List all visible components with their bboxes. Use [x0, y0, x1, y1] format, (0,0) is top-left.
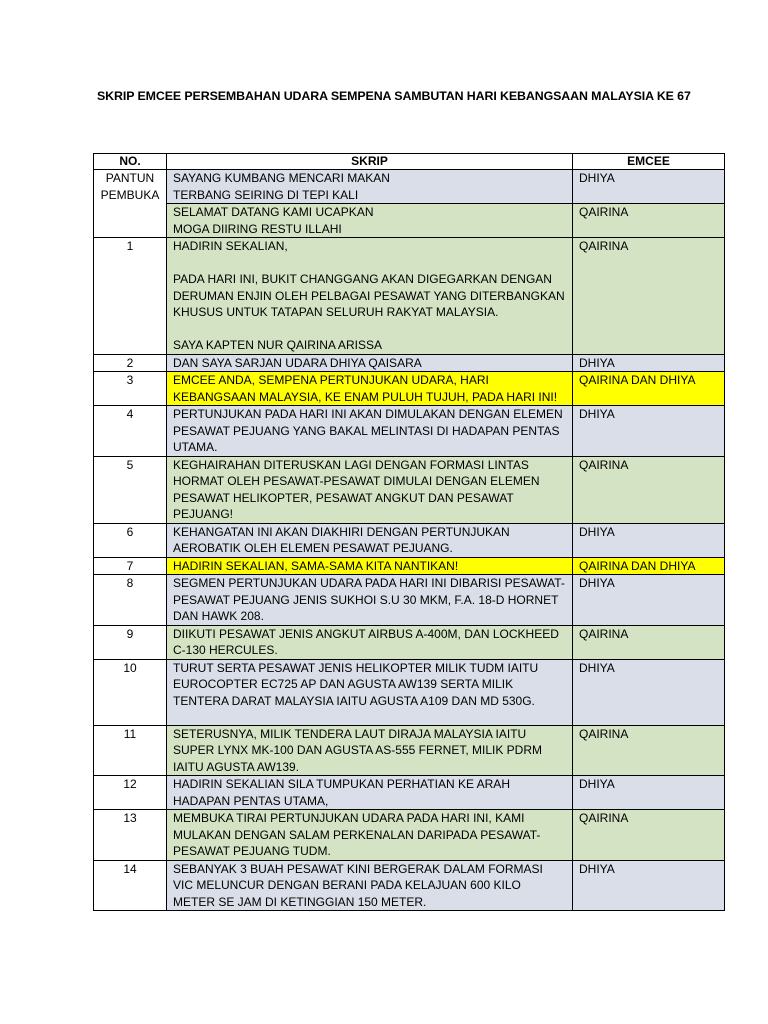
script-cell [167, 523, 573, 557]
emcee-name: QAIRINA [579, 457, 629, 472]
emcee-cell [573, 860, 725, 911]
script-cell [167, 456, 573, 523]
emcee-cell [573, 372, 725, 406]
emcee-name: DHIYA [579, 576, 615, 590]
emcee-cell [573, 810, 725, 861]
row-number-cell [94, 860, 167, 911]
row-number: 11 [123, 726, 137, 741]
table-row [94, 776, 725, 810]
script-text: SEGMEN PERTUNJUKAN UDARA PADA HARI INI DIBARISI PESAWAT-PESAWAT PEJUANG JENIS SUKHOI S.U 30 MKM, F.A. 18-D HORNET DAN HAWK 208. [173, 576, 565, 623]
script-cell [167, 725, 573, 776]
emcee-cell [573, 406, 725, 457]
script-text: KEHANGATAN INI AKAN DIAKHIRI DENGAN PERTUNJUKAN AEROBATIK OLEH ELEMEN PESAWAT PEJUANG. [173, 524, 510, 555]
table-row [94, 659, 725, 725]
script-text: DIIKUTI PESAWAT JENIS ANGKUT AIRBUS A-400M, DAN LOCKHEED C-130 HERCULES. [173, 626, 559, 657]
emcee-name: DHIYA [579, 861, 615, 876]
emcee-cell [573, 170, 725, 204]
row-number: 10 [123, 660, 137, 675]
table-row [94, 523, 725, 557]
emcee-name: DHIYA [579, 171, 615, 185]
emcee-name: QAIRINA [579, 205, 629, 219]
row-number-cell [94, 575, 167, 626]
row-number: PANTUN PEMBUKA [100, 171, 160, 202]
script-cell [167, 659, 573, 725]
script-cell [167, 204, 573, 238]
row-number: 6 [126, 524, 134, 539]
script-cell [167, 810, 573, 861]
table-row [94, 354, 725, 372]
emcee-cell [573, 204, 725, 238]
row-number-cell [94, 170, 167, 238]
row-number-cell [94, 372, 167, 406]
table-row [94, 860, 725, 911]
row-number: 5 [126, 457, 134, 472]
emcee-name: QAIRINA [579, 239, 629, 253]
script-text: SELAMAT DATANG KAMI UCAPKAN MOGA DIIRING RESTU ILLAHI [173, 205, 374, 236]
row-number: 1 [126, 239, 134, 253]
script-text: SETERUSNYA, MILIK TENDERA LAUT DIRAJA MALAYSIA IAITU SUPER LYNX MK-100 DAN AGUSTA AS-555 FERNET, MILIK PDRM IAITU AGUSTA AW139. [173, 726, 542, 774]
script-cell [167, 860, 573, 911]
row-number-cell [94, 238, 167, 355]
script-text: KEGHAIRAHAN DITERUSKAN LAGI DENGAN FORMASI LINTAS HORMAT OLEH PESAWAT-PESAWAT DIMULAI DENGAN ELEMEN PESAWAT HELIKOPTER, PESAWAT ANGKUT DAN PESAWAT PEJUANG! [173, 457, 540, 521]
table-row [94, 456, 725, 523]
emcee-name: DHIYA [579, 407, 615, 421]
emcee-cell [573, 575, 725, 626]
header-emcee: EMCEE [573, 154, 725, 170]
emcee-script-table [93, 153, 725, 911]
script-text: DAN SAYA SARJAN UDARA DHIYA QAISARA [173, 355, 422, 370]
emcee-name: QAIRINA [579, 626, 629, 641]
table-body [94, 170, 725, 911]
emcee-cell [573, 557, 725, 575]
script-cell [167, 170, 573, 204]
script-cell [167, 406, 573, 457]
row-number-cell [94, 406, 167, 457]
row-number-cell [94, 725, 167, 776]
emcee-cell [573, 625, 725, 659]
emcee-name: QAIRINA DAN DHIYA [579, 558, 696, 573]
script-cell [167, 776, 573, 810]
row-number-cell [94, 456, 167, 523]
emcee-cell [573, 238, 725, 355]
script-text: HADIRIN SEKALIAN, SAMA-SAMA KITA NANTIKAN! [173, 558, 459, 573]
table-row [94, 725, 725, 776]
emcee-name: QAIRINA [579, 726, 629, 741]
table-row [94, 557, 725, 575]
row-number: 2 [126, 355, 134, 370]
script-text: EMCEE ANDA, SEMPENA PERTUNJUKAN UDARA, HARI KEBANGSAAN MALAYSIA, KE ENAM PULUH TUJUH, PADA HARI INI! [173, 373, 558, 404]
table-header-row [94, 154, 725, 170]
row-number: 12 [123, 777, 137, 791]
emcee-name: DHIYA [579, 660, 615, 675]
row-number-cell [94, 557, 167, 575]
emcee-cell [573, 523, 725, 557]
table-row [94, 204, 725, 238]
script-cell [167, 238, 573, 355]
row-number: 4 [126, 407, 134, 421]
script-cell [167, 625, 573, 659]
script-text: HADIRIN SEKALIAN, PADA HARI INI, BUKIT CHANGGANG AKAN DIGEGARKAN DENGAN DERUMAN ENJIN OLEH PELBAGAI PESAWAT YANG DITERBANGKAN KHUSUS UNTUK TATAPAN SELURUH RAKYAT MALAYSIA. SAYA KAPTEN NUR QAIRINA ARISSA [173, 239, 565, 352]
emcee-cell [573, 776, 725, 810]
row-number-cell [94, 659, 167, 725]
emcee-cell [573, 456, 725, 523]
emcee-name: QAIRINA [579, 811, 629, 825]
script-text: PERTUNJUKAN PADA HARI INI AKAN DIMULAKAN DENGAN ELEMEN PESAWAT PEJUANG YANG BAKAL MELINTASI DI HADAPAN PENTAS UTAMA. [173, 407, 563, 454]
row-number: 3 [126, 373, 134, 387]
row-number-cell [94, 776, 167, 810]
emcee-cell [573, 354, 725, 372]
script-cell [167, 354, 573, 372]
script-cell [167, 372, 573, 406]
row-number: 9 [126, 626, 134, 641]
emcee-name: DHIYA [579, 524, 615, 539]
table-row [94, 625, 725, 659]
row-number-cell [94, 354, 167, 372]
table-row [94, 810, 725, 861]
table-row [94, 575, 725, 626]
script-text: SAYANG KUMBANG MENCARI MAKAN TERBANG SEIRING DI TEPI KALI [173, 171, 390, 202]
emcee-cell [573, 725, 725, 776]
script-text: MEMBUKA TIRAI PERTUNJUKAN UDARA PADA HARI INI, KAMI MULAKAN DENGAN SALAM PERKENALAN DARIPADA PESAWAT-PESAWAT PEJUANG TUDM. [173, 811, 541, 858]
emcee-name: DHIYA [579, 355, 615, 370]
emcee-cell [573, 659, 725, 725]
table-row [94, 406, 725, 457]
emcee-name: QAIRINA DAN DHIYA [579, 373, 696, 387]
emcee-name: DHIYA [579, 777, 615, 791]
document-title: SKRIP EMCEE PERSEMBAHAN UDARA SEMPENA SAMBUTAN HARI KEBANGSAAN MALAYSIA KE 67 [97, 89, 691, 103]
script-cell [167, 575, 573, 626]
header-skrip: SKRIP [167, 154, 573, 170]
script-text: TURUT SERTA PESAWAT JENIS HELIKOPTER MILIK TUDM IAITU EUROCOPTER EC725 AP DAN AGUSTA AW139 SERTA MILIK TENTERA DARAT MALAYSIA IAITU AGUSTA A109 DAN MD 530G. [173, 660, 539, 708]
table-row [94, 372, 725, 406]
row-number: 13 [123, 811, 137, 825]
script-cell [167, 557, 573, 575]
row-number: 14 [123, 861, 137, 876]
script-text: HADIRIN SEKALIAN SILA TUMPUKAN PERHATIAN KE ARAH HADAPAN PENTAS UTAMA, [173, 777, 510, 808]
header-no: NO. [94, 154, 167, 170]
row-number-cell [94, 810, 167, 861]
script-text: SEBANYAK 3 BUAH PESAWAT KINI BERGERAK DALAM FORMASI VIC MELUNCUR DENGAN BERANI PADA KELAJUAN 600 KILO METER SE JAM DI KETINGGIAN 150 METER. [173, 861, 543, 909]
table-row [94, 238, 725, 355]
row-number-cell [94, 523, 167, 557]
row-number: 7 [126, 558, 134, 573]
row-number-cell [94, 625, 167, 659]
row-number: 8 [126, 576, 134, 590]
table-row [94, 170, 725, 204]
